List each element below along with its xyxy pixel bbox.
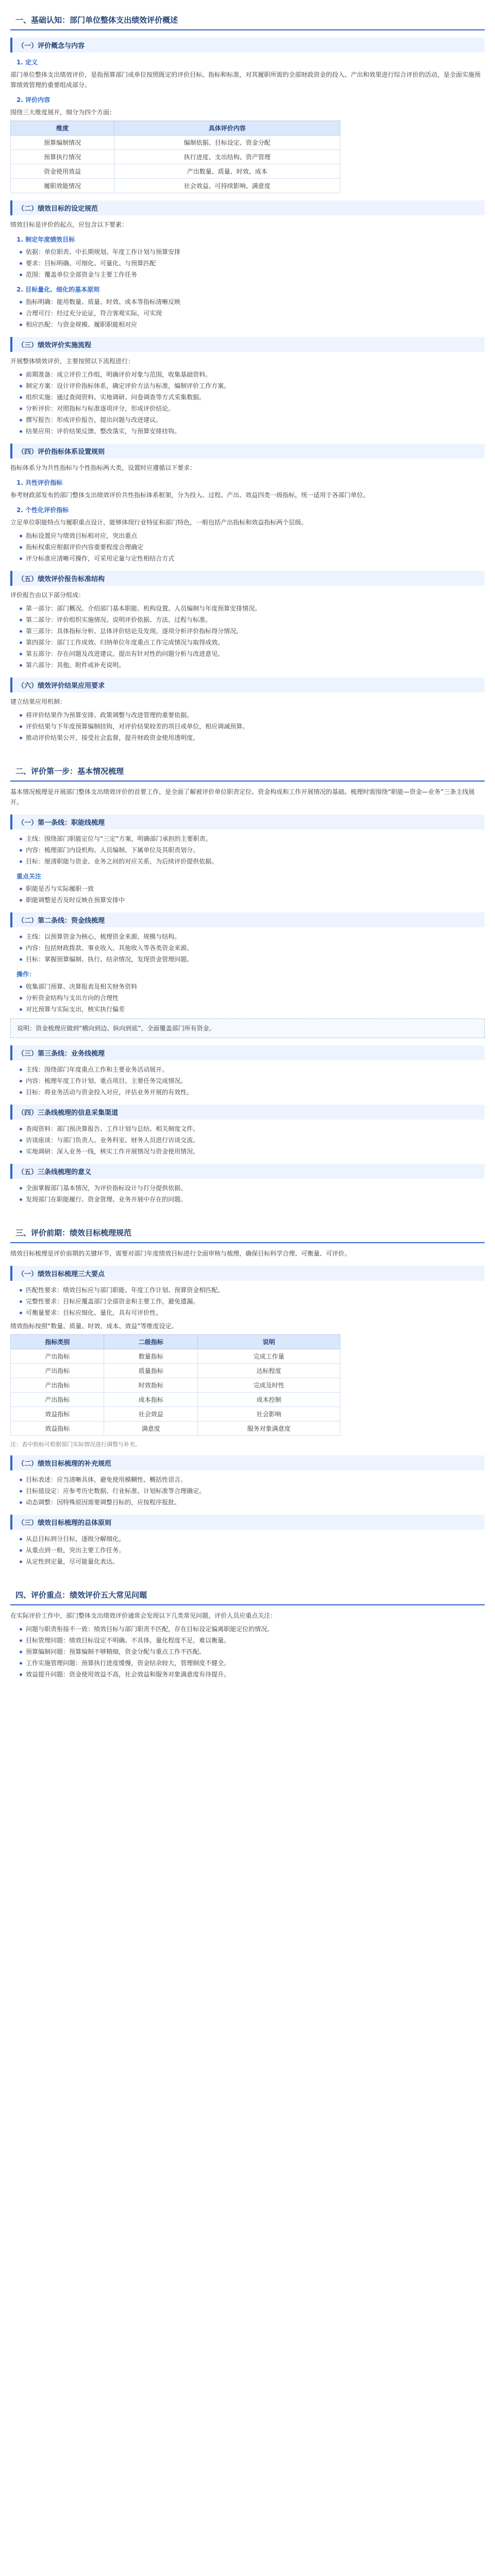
list-item: 从定性到定量，尽可能量化表达。: [19, 1556, 485, 1567]
table-cell: 资金使用效益: [11, 164, 114, 179]
table-cell: 效益指标: [11, 1407, 104, 1421]
table-cell: 质量指标: [104, 1364, 197, 1378]
list-item: 实地调研：深入业务一线，核实工作开展情况与资金使用情况。: [19, 1146, 485, 1157]
section-3-intro: 绩效目标梳理是评价前期的关键环节，需要对部门年度绩效目标进行全面审核与梳理，确保目标科学合理、可衡量、可评价。: [10, 1250, 351, 1257]
impl-intro: 开展整体绩效评价，主要按照以下流程进行：: [10, 358, 135, 365]
section-1-title: 一、基础认知：部门单位整体支出绩效评价概述: [10, 10, 485, 30]
list-item: 相应匹配：与资金规模、履职职能相对应: [19, 319, 485, 330]
list-item: 第三部分：具体指标分析、总体评价结论及发现。逐项分析评价指标得分情况。: [19, 626, 485, 636]
channels-heading: （四）三条线梳理的信息采集渠道: [10, 1105, 485, 1120]
system-intro: 指标体系分为共性指标与个性指标两大类，设置时应遵循以下要求：: [10, 464, 196, 471]
system-heading: （四）评价指标体系设置规则: [10, 444, 485, 459]
key-focus-list: [19, 884, 485, 905]
list-item: 前期准备：成立评价工作组，明确评价对象与范围，收集基础资料。: [19, 369, 485, 380]
table-cell: 产出数量、质量、时效、成本: [114, 164, 340, 179]
section-3-title: 三、评价前期：绩效目标梳理规范: [10, 1223, 485, 1243]
table-header: 指标类别: [11, 1335, 104, 1349]
scope-heading: 2. 评价内容: [16, 96, 51, 104]
list-item: 对比预算与实际支出，核实执行偏差: [19, 1004, 485, 1014]
sys1-heading: 1. 共性评价指标: [16, 479, 63, 486]
impl-list: [19, 369, 485, 436]
list-item: 制定方案：设计评价指标体系，确定评价方法与标准，编制评价工作方案。: [19, 381, 485, 391]
sys1-text: 参考财政部发布的部门整体支出绩效评价共性指标体系框架，分为投入、过程、产出、效益四类一级指标，统一适用于各部门单位。: [10, 492, 370, 499]
section-2-title: 二、评价第一步：基本情况梳理: [10, 761, 485, 782]
table-cell: 社会影响: [197, 1407, 340, 1421]
spacer: [10, 1570, 485, 1580]
list-item: 第四部分：部门工作成效。归纳单位年度重点工作完成情况与取得成效。: [19, 637, 485, 648]
list-item: 动态调整：因特殊原因需要调整目标的，应按程序报批。: [19, 1497, 485, 1507]
indicator-table: [10, 1334, 340, 1436]
list-item: 目标管理问题：绩效目标设定不明确、不具体，量化程度不足，难以衡量。: [19, 1635, 485, 1646]
goal1-heading: 1. 制定年度绩效目标: [16, 236, 75, 243]
list-item: 指标设置应与绩效目标相对应，突出重点: [19, 531, 485, 541]
fund-steps-heading: 操作：: [16, 971, 36, 978]
list-item: 将评价结果作为预算安排、政策调整与改进管理的重要依据。: [19, 710, 485, 720]
scope-table: [10, 121, 340, 193]
list-item: 第二部分：评价组织实施情况。说明评价依据、方法、过程与标准。: [19, 615, 485, 625]
table-cell: 社会效益: [104, 1407, 197, 1421]
list-item: 从重点到一般，突出主要工作任务。: [19, 1545, 485, 1555]
table-row: [11, 164, 340, 179]
list-item: 推动评价结果公开，接受社会监督，提升财政资金使用透明度。: [19, 733, 485, 743]
list-item: 完整性要求：目标应覆盖部门全部资金和主要工作，避免遗漏。: [19, 1296, 485, 1307]
table-header: 维度: [11, 121, 114, 135]
list-item: 可衡量要求：目标应细化、量化，具有可评价性。: [19, 1308, 485, 1318]
table-cell: 数量指标: [104, 1349, 197, 1364]
list-item: 主线：以预算资金为核心，梳理资金来源、规模与结构。: [19, 931, 485, 942]
table-cell: 社会效益、可持续影响、满意度: [114, 179, 340, 193]
result-heading: （六）绩效评价结果应用要求: [10, 677, 485, 692]
table-cell: 服务对象满意度: [197, 1421, 340, 1436]
list-item: 职能调整是否及时反映在预算安排中: [19, 895, 485, 905]
section-4-title: 四、评价重点：绩效评价五大常见问题: [10, 1585, 485, 1605]
table-row: [11, 135, 340, 150]
table-cell: 履职效能情况: [11, 179, 114, 193]
significance-list: [19, 1183, 485, 1205]
business-line-list: [19, 1064, 485, 1097]
list-item: 结果应用：评价结果反馈、整改落实，与预算安排挂钩。: [19, 426, 485, 436]
table-note: 注：表中指标可根据部门实际情况进行调整与补充。: [10, 1441, 141, 1448]
function-line-list: [19, 834, 485, 867]
list-item: 合理可行：经过充分论证，符合客观实际，可实现: [19, 308, 485, 318]
list-item: 评分标准应清晰可操作，可采用定量与定性相结合方式: [19, 553, 485, 564]
list-item: 评价结果与下年度预算编制挂钩，对评价结果较差的项目或单位，相应调减预算。: [19, 721, 485, 732]
table-cell: 产出指标: [11, 1393, 104, 1407]
list-item: 撰写报告：形成评价报告，提出问题与改进建议。: [19, 415, 485, 425]
list-item: 收集部门预算、决算报表及相关财务资料: [19, 981, 485, 992]
goal2-heading: 2. 目标量化、细化的基本原则: [16, 286, 100, 293]
table-row: [11, 1349, 340, 1364]
list-item: 指标明确：能用数量、质量、时效、成本等指标清晰反映: [19, 297, 485, 307]
list-item: 内容：包括财政拨款、事业收入、其他收入等各类资金来源。: [19, 943, 485, 953]
list-item: 问题与职责衔接不一致：绩效目标与部门职责不匹配，存在目标设定偏离职能定位的情况。: [19, 1624, 485, 1634]
table-row: [11, 150, 340, 164]
fund-note-box: 说明：资金梳理应做到“横向到边、纵向到底”，全面覆盖部门所有资金。: [10, 1019, 485, 1038]
table-row: [11, 1393, 340, 1407]
table-cell: 产出指标: [11, 1378, 104, 1393]
goal-principles-heading: （三）绩效目标梳理的总体原则: [10, 1515, 485, 1530]
list-item: 效益提升问题：资金使用效益不高，社会效益和服务对象满意度有待提升。: [19, 1669, 485, 1680]
list-item: 工作实施管理问题：预算执行进度缓慢，资金结余较大，管理制度不健全。: [19, 1658, 485, 1668]
table-header: 具体评价内容: [114, 121, 340, 135]
table-cell: 预算执行情况: [11, 150, 114, 164]
list-item: 分析评价：对照指标与标准逐项评分，形成评价结论。: [19, 403, 485, 414]
spacer: [10, 746, 485, 756]
list-item: 第六部分：其他。附件或补充说明。: [19, 660, 485, 670]
fund-line-list: [19, 931, 485, 964]
table-cell: 完成及时性: [197, 1378, 340, 1393]
table-cell: 完成工作量: [197, 1349, 340, 1364]
list-item: 目标表述：应当清晰具体，避免使用模糊性、概括性语言。: [19, 1475, 485, 1485]
sys2-text: 立足单位职能特点与履职重点设计，能够体现行业特征和部门特色，一般包括产出指标和效益指标两个层级。: [10, 519, 308, 526]
report-list: [19, 603, 485, 670]
list-item: 依据：单位职责、中长期规划、年度工作计划与预算安排: [19, 247, 485, 257]
list-item: 发现部门在职能履行、资金管理、业务开展中存在的问题。: [19, 1194, 485, 1205]
significance-heading: （五）三条线梳理的意义: [10, 1164, 485, 1179]
goal-points-heading: （一）绩效目标梳理三大要点: [10, 1266, 485, 1281]
result-intro: 建立结果应用机制：: [10, 698, 67, 705]
table-cell: 预算编制情况: [11, 135, 114, 150]
report-heading: （五）绩效评价报告标准结构: [10, 571, 485, 586]
sys2-heading: 2. 个性化评价指标: [16, 506, 69, 514]
table-row: [11, 179, 340, 193]
table-cell: 成本指标: [104, 1393, 197, 1407]
goal-supplement-heading: （二）绩效目标梳理的补充规范: [10, 1455, 485, 1470]
list-item: 访谈座谈：与部门负责人、业务科室、财务人员进行访谈交流。: [19, 1135, 485, 1145]
table-cell: 满意度: [104, 1421, 197, 1436]
table-header: 二级指标: [104, 1335, 197, 1349]
list-item: 职能是否与实际履职一致: [19, 884, 485, 894]
list-item: 目标值设定：应参考历史数据、行业标准、计划标准等合理确定。: [19, 1486, 485, 1496]
table-cell: 效益指标: [11, 1421, 104, 1436]
list-item: 目标：将业务活动与资金投入对应，评估业务开展的有效性。: [19, 1087, 485, 1097]
list-item: 内容：梳理年度工作计划、重点项目、主要任务完成情况。: [19, 1076, 485, 1086]
goal-intro: 绩效目标是评价的起点，应包含以下要素：: [10, 221, 128, 228]
definition-heading: 1. 定义: [16, 59, 38, 66]
list-item: 目标：掌握预算编制、执行、结余情况，发现资金管理问题。: [19, 954, 485, 964]
scope-intro: 围绕三大维度展开，细分为四个方面：: [10, 109, 116, 116]
list-item: 全面掌握部门基本情况，为评价指标设计与打分提供依据。: [19, 1183, 485, 1193]
result-list: [19, 710, 485, 743]
table-row: [11, 1421, 340, 1436]
goal-points-list: [19, 1285, 485, 1318]
goal-dimensions-text: 绩效指标按照“数量、质量、时效、成本、效益”等维度设定。: [10, 1323, 178, 1330]
table-cell: 成本控制: [197, 1393, 340, 1407]
goal-supplement-list: [19, 1475, 485, 1507]
function-line-heading: （一）第一条线：职能线梳理: [10, 815, 485, 829]
table-row: [11, 1364, 340, 1378]
table-cell: 产出指标: [11, 1364, 104, 1378]
table-cell: 时效指标: [104, 1378, 197, 1393]
list-item: 分析资金结构与支出方向的合理性: [19, 993, 485, 1003]
table-row: [11, 1378, 340, 1393]
table-cell: 执行进度、支出结构、资产管理: [114, 150, 340, 164]
list-item: 从总目标到分目标，逐级分解细化。: [19, 1534, 485, 1544]
channels-list: [19, 1124, 485, 1157]
fund-steps-list: [19, 981, 485, 1014]
list-item: 查阅资料：部门预决算报告、工作计划与总结、相关制度文件。: [19, 1124, 485, 1134]
table-cell: 达标程度: [197, 1364, 340, 1378]
spacer: [10, 1208, 485, 1218]
list-item: 第五部分：存在问题及改进建议。提出有针对性的问题分析与改进意见。: [19, 649, 485, 659]
list-item: 范围：覆盖单位全部资金与主要工作任务: [19, 269, 485, 280]
definition-text: 部门单位整体支出绩效评价，是指预算部门或单位按照既定的评价目标、指标和标准，对其履职所需的全部财政资金的投入、产出和效果进行综合评价的活动，是全面实施预算绩效管理的重要组成部分。: [10, 71, 481, 89]
fund-line-heading: （二）第二条线：资金线梳理: [10, 912, 485, 927]
section-2-intro: 基本情况梳理是开展部门整体支出绩效评价的首要工作，是全面了解被评价单位职责定位、资金构成和工作开展情况的基础。梳理时需围绕“职能—资金—业务”三条主线展开。: [10, 788, 475, 806]
list-item: 匹配性要求：绩效目标应与部门职能、年度工作计划、预算资金相匹配。: [19, 1285, 485, 1295]
goal-principles-list: [19, 1534, 485, 1567]
list-item: 第一部分：部门概况。介绍部门基本职能、机构设置、人员编制与年度预算安排情况。: [19, 603, 485, 614]
list-item: 预算编制问题：预算编制不够精细，资金分配与重点工作不匹配。: [19, 1647, 485, 1657]
list-item: 主线：围绕部门职能定位与“三定”方案，明确部门承担的主要职责。: [19, 834, 485, 844]
table-cell: 产出指标: [11, 1349, 104, 1364]
concept-heading: （一）评价概念与内容: [10, 38, 485, 53]
impl-heading: （三）绩效评价实施流程: [10, 337, 485, 352]
system-list: [19, 531, 485, 564]
section-4-intro: 在实际评价工作中，部门整体支出绩效评价通常会发现以下几类常见问题，评价人员应重点关注：: [10, 1612, 277, 1619]
goal-heading: （二）绩效目标的设定规范: [10, 200, 485, 215]
list-item: 要求：目标明确、可细化、可量化、与预算匹配: [19, 258, 485, 268]
table-header: 说明: [197, 1335, 340, 1349]
report-intro: 评价报告由以下部分组成：: [10, 591, 85, 599]
goal1-list: [19, 247, 485, 280]
problems-list: [19, 1624, 485, 1680]
business-line-heading: （三）第三条线：业务线梳理: [10, 1045, 485, 1060]
list-item: 主线：围绕部门年度重点工作和主要业务活动展开。: [19, 1064, 485, 1075]
table-row: [11, 1407, 340, 1421]
table-cell: 编制依据、目标设定、资金分配: [114, 135, 340, 150]
list-item: 目标：厘清职能与资金、业务之间的对应关系，为后续评价提供依据。: [19, 856, 485, 867]
list-item: 组织实施：通过查阅资料、实地调研、问卷调查等方式采集数据。: [19, 392, 485, 402]
key-focus-heading: 重点关注: [16, 873, 42, 880]
goal2-list: [19, 297, 485, 330]
list-item: 指标权重应根据评价内容重要程度合理确定: [19, 542, 485, 552]
list-item: 内容：梳理部门内设机构、人员编制、下属单位及其职责划分。: [19, 845, 485, 855]
